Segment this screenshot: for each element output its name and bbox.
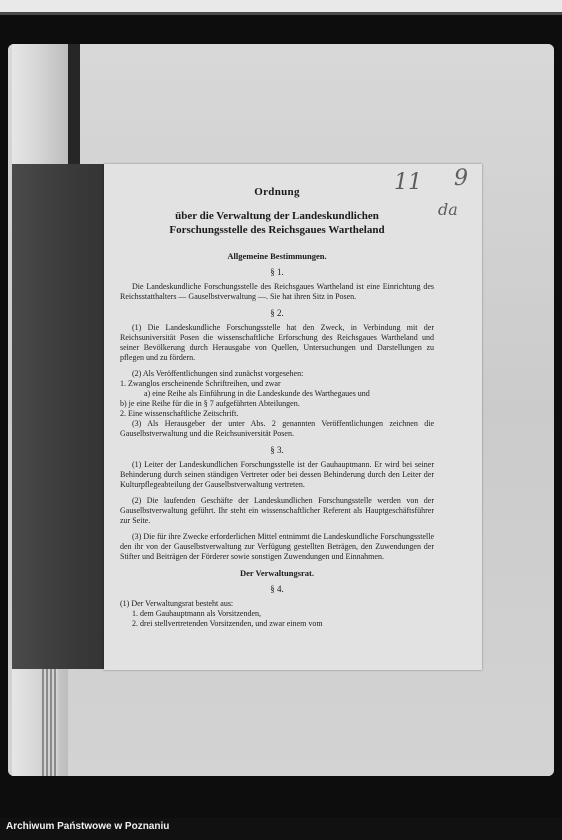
footer-bar [0, 818, 562, 840]
top-divider [0, 12, 562, 15]
section-2-item-1b: b) je eine Reihe für die in § 7 aufgeführten Abteilungen. [120, 399, 300, 408]
handwritten-number-2: 9 [454, 166, 468, 191]
document-title: Ordnung [254, 186, 300, 198]
spine-threads [42, 669, 58, 776]
subtitle-line-1: über die Verwaltung der Landeskundlichen [175, 210, 379, 222]
section-2-para-1: (1) Die Landeskundliche Forschungsstelle hat den Zweck, in Verbindung mit der Reichsuniversität Posen die wissenschaftliche Erforschung des Reichsgaues Wartheland und seiner Bevölkerung durch Herausgabe von Quellen, Untersuchungen und Darstellungen zu pflegen und zu fördern. [120, 323, 434, 362]
section-3-para-3: (3) Die für ihre Zwecke erforderlichen Mittel entnimmt die Landeskundliche Forschungsstelle den ihr von der Gauselbstverwaltung zur Verfügung gestellten Beträgen, den Zuwendungen der Stifter und Beiträgen der Förderer sowie sonstigen Zuwendungen und Einnahmen. [120, 532, 434, 561]
section-3-para-1: (1) Leiter der Landeskundlichen Forschungsstelle ist der Gauhauptmann. Er wird bei seiner Behinderung durch seinen ständigen Vertreter oder bei dessen Behinderung durch den Leiter der Kulturpflegeabteilung der Gauselbstverwaltung vertreten. [120, 460, 434, 489]
handwritten-number: 11 [394, 170, 422, 195]
section-2-mark: § 2. [270, 308, 284, 318]
document-subtitle [120, 209, 434, 237]
document-page [104, 164, 482, 670]
section-2-item-1: 1. Zwanglos erscheinende Schriftreihen, und zwar [120, 379, 281, 388]
section-4-item-1: 1. dem Gauhauptmann als Vorsitzenden, [132, 609, 262, 618]
section-1-mark: § 1. [270, 267, 284, 277]
general-heading: Allgemeine Bestimmungen. [227, 251, 327, 261]
section-2-item-1a: a) eine Reihe als Einführung in die Landeskunde des Warthegaues und [144, 389, 370, 398]
section-1-text: Die Landeskundliche Forschungsstelle des Reichsgaues Wartheland ist eine Einrichtung des Reichsstatthalters — Gauselbstverwaltung —. Sie hat ihren Sitz in Posen. [120, 282, 434, 301]
section-3-para-2: (2) Die laufenden Geschäfte der Landeskundlichen Forschungsstelle werden von der Gauselbstverwaltung geführt. Ihr steht ein wissenschaftlicher Referent als Hauptgeschäftsführer zur Seite. [120, 496, 434, 525]
section-4-item-2: 2. drei stellvertretenden Vorsitzenden, und zwar einem vom [132, 619, 323, 628]
handwritten-initials: da [438, 200, 458, 219]
admin-heading: Der Verwaltungsrat. [240, 568, 314, 578]
section-4-mark: § 4. [270, 584, 284, 594]
document-text [120, 186, 434, 629]
subtitle-line-2: Forschungsstelle des Reichsgaues Wartheland [169, 224, 385, 236]
folder-cover [12, 164, 110, 669]
binding-band [68, 44, 80, 164]
section-2-para-2: (2) Als Veröffentlichungen sind zunächst vorgesehen: [132, 369, 304, 378]
section-2-item-2: 2. Eine wissenschaftliche Zeitschrift. [120, 409, 239, 418]
section-4-para-1: (1) Der Verwaltungsrat besteht aus: [120, 599, 234, 608]
section-2-para-3: (3) Als Herausgeber der unter Abs. 2 genannten Veröffentlichungen zeichnen die Gauselbstverwaltung und die Reichsuniversität Posen. [120, 419, 434, 438]
archive-name: Archiwum Państwowe w Poznaniu [6, 821, 170, 832]
section-3-mark: § 3. [270, 445, 284, 455]
